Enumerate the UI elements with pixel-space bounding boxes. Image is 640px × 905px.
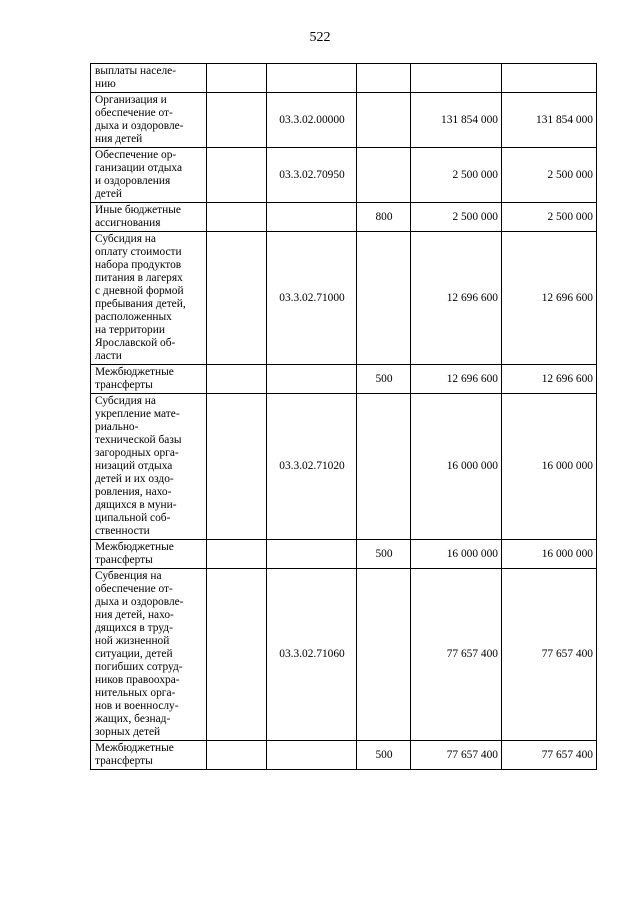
- direction-cell: [207, 232, 267, 365]
- amount-year-2-cell: 16 000 000: [502, 394, 597, 540]
- direction-cell: [207, 93, 267, 148]
- item-name-cell: Обеспечение ор- ганизации отдыха и оздоровления детей: [91, 148, 207, 203]
- item-name-cell: выплаты населе- нию: [91, 64, 207, 93]
- amount-year-1-cell: 12 696 600: [411, 365, 502, 394]
- target-code-cell: 03.3.02.71060: [267, 569, 357, 741]
- amount-year-1-cell: 12 696 600: [411, 232, 502, 365]
- amount-year-2-cell: 77 657 400: [502, 569, 597, 741]
- table-row: [91, 148, 597, 203]
- page-number: 522: [309, 30, 331, 45]
- item-name-cell: Межбюджетные трансферты: [91, 365, 207, 394]
- direction-cell: [207, 148, 267, 203]
- target-code-cell: 03.3.02.70950: [267, 148, 357, 203]
- target-code-cell: [267, 365, 357, 394]
- amount-year-1-cell: 77 657 400: [411, 741, 502, 770]
- expense-type-cell: 800: [357, 203, 411, 232]
- amount-year-1-cell: [411, 64, 502, 93]
- item-name-cell: Субсидия на укрепление мате- риально- технической базы загородных орга- низаций отдыха детей и их оздо- ровления, нахо- дящихся в муни- ципальной соб- ственности: [91, 394, 207, 540]
- amount-year-1-cell: 2 500 000: [411, 203, 502, 232]
- target-code-cell: [267, 741, 357, 770]
- expense-type-cell: 500: [357, 741, 411, 770]
- amount-year-1-cell: 16 000 000: [411, 540, 502, 569]
- amount-year-2-cell: 77 657 400: [502, 741, 597, 770]
- direction-cell: [207, 365, 267, 394]
- expense-type-cell: [357, 93, 411, 148]
- target-code-cell: 03.3.02.71020: [267, 394, 357, 540]
- target-code-cell: [267, 64, 357, 93]
- amount-year-2-cell: 12 696 600: [502, 365, 597, 394]
- target-code-cell: 03.3.02.00000: [267, 93, 357, 148]
- amount-year-2-cell: 131 854 000: [502, 93, 597, 148]
- table-row: [91, 365, 597, 394]
- table-row: [91, 394, 597, 540]
- item-name-cell: Организация и обеспечение от- дыха и оздоровле- ния детей: [91, 93, 207, 148]
- amount-year-1-cell: 77 657 400: [411, 569, 502, 741]
- amount-year-2-cell: 2 500 000: [502, 203, 597, 232]
- expense-type-cell: [357, 569, 411, 741]
- target-code-cell: [267, 540, 357, 569]
- item-name-cell: Межбюджетные трансферты: [91, 741, 207, 770]
- table-row: [91, 232, 597, 365]
- item-name-cell: Межбюджетные трансферты: [91, 540, 207, 569]
- direction-cell: [207, 741, 267, 770]
- table-row: [91, 741, 597, 770]
- direction-cell: [207, 203, 267, 232]
- item-name-cell: Субсидия на оплату стоимости набора продуктов питания в лагерях с дневной формой пребывания детей, расположенных на территории Ярославской об- ласти: [91, 232, 207, 365]
- direction-cell: [207, 64, 267, 93]
- direction-cell: [207, 540, 267, 569]
- amount-year-2-cell: 2 500 000: [502, 148, 597, 203]
- target-code-cell: [267, 203, 357, 232]
- expense-type-cell: [357, 394, 411, 540]
- item-name-cell: Субвенция на обеспечение от- дыха и оздоровле- ния детей, нахо- дящихся в труд- ной жизненной ситуации, детей погибших сотруд- ников правоохра- нительных орга- нов и военнослу- жащих, безнад- зорных детей: [91, 569, 207, 741]
- amount-year-1-cell: 131 854 000: [411, 93, 502, 148]
- expense-type-cell: [357, 64, 411, 93]
- amount-year-2-cell: 12 696 600: [502, 232, 597, 365]
- expense-type-cell: [357, 148, 411, 203]
- direction-cell: [207, 394, 267, 540]
- expense-type-cell: 500: [357, 365, 411, 394]
- amount-year-1-cell: 2 500 000: [411, 148, 502, 203]
- budget-table-body: [91, 64, 597, 770]
- expense-type-cell: [357, 232, 411, 365]
- direction-cell: [207, 569, 267, 741]
- amount-year-2-cell: 16 000 000: [502, 540, 597, 569]
- table-row: [91, 569, 597, 741]
- table-row: [91, 540, 597, 569]
- item-name-cell: Иные бюджетные ассигнования: [91, 203, 207, 232]
- table-row: [91, 93, 597, 148]
- amount-year-1-cell: 16 000 000: [411, 394, 502, 540]
- table-row: [91, 203, 597, 232]
- target-code-cell: 03.3.02.71000: [267, 232, 357, 365]
- budget-table: [90, 63, 597, 770]
- table-row: [91, 64, 597, 93]
- expense-type-cell: 500: [357, 540, 411, 569]
- amount-year-2-cell: [502, 64, 597, 93]
